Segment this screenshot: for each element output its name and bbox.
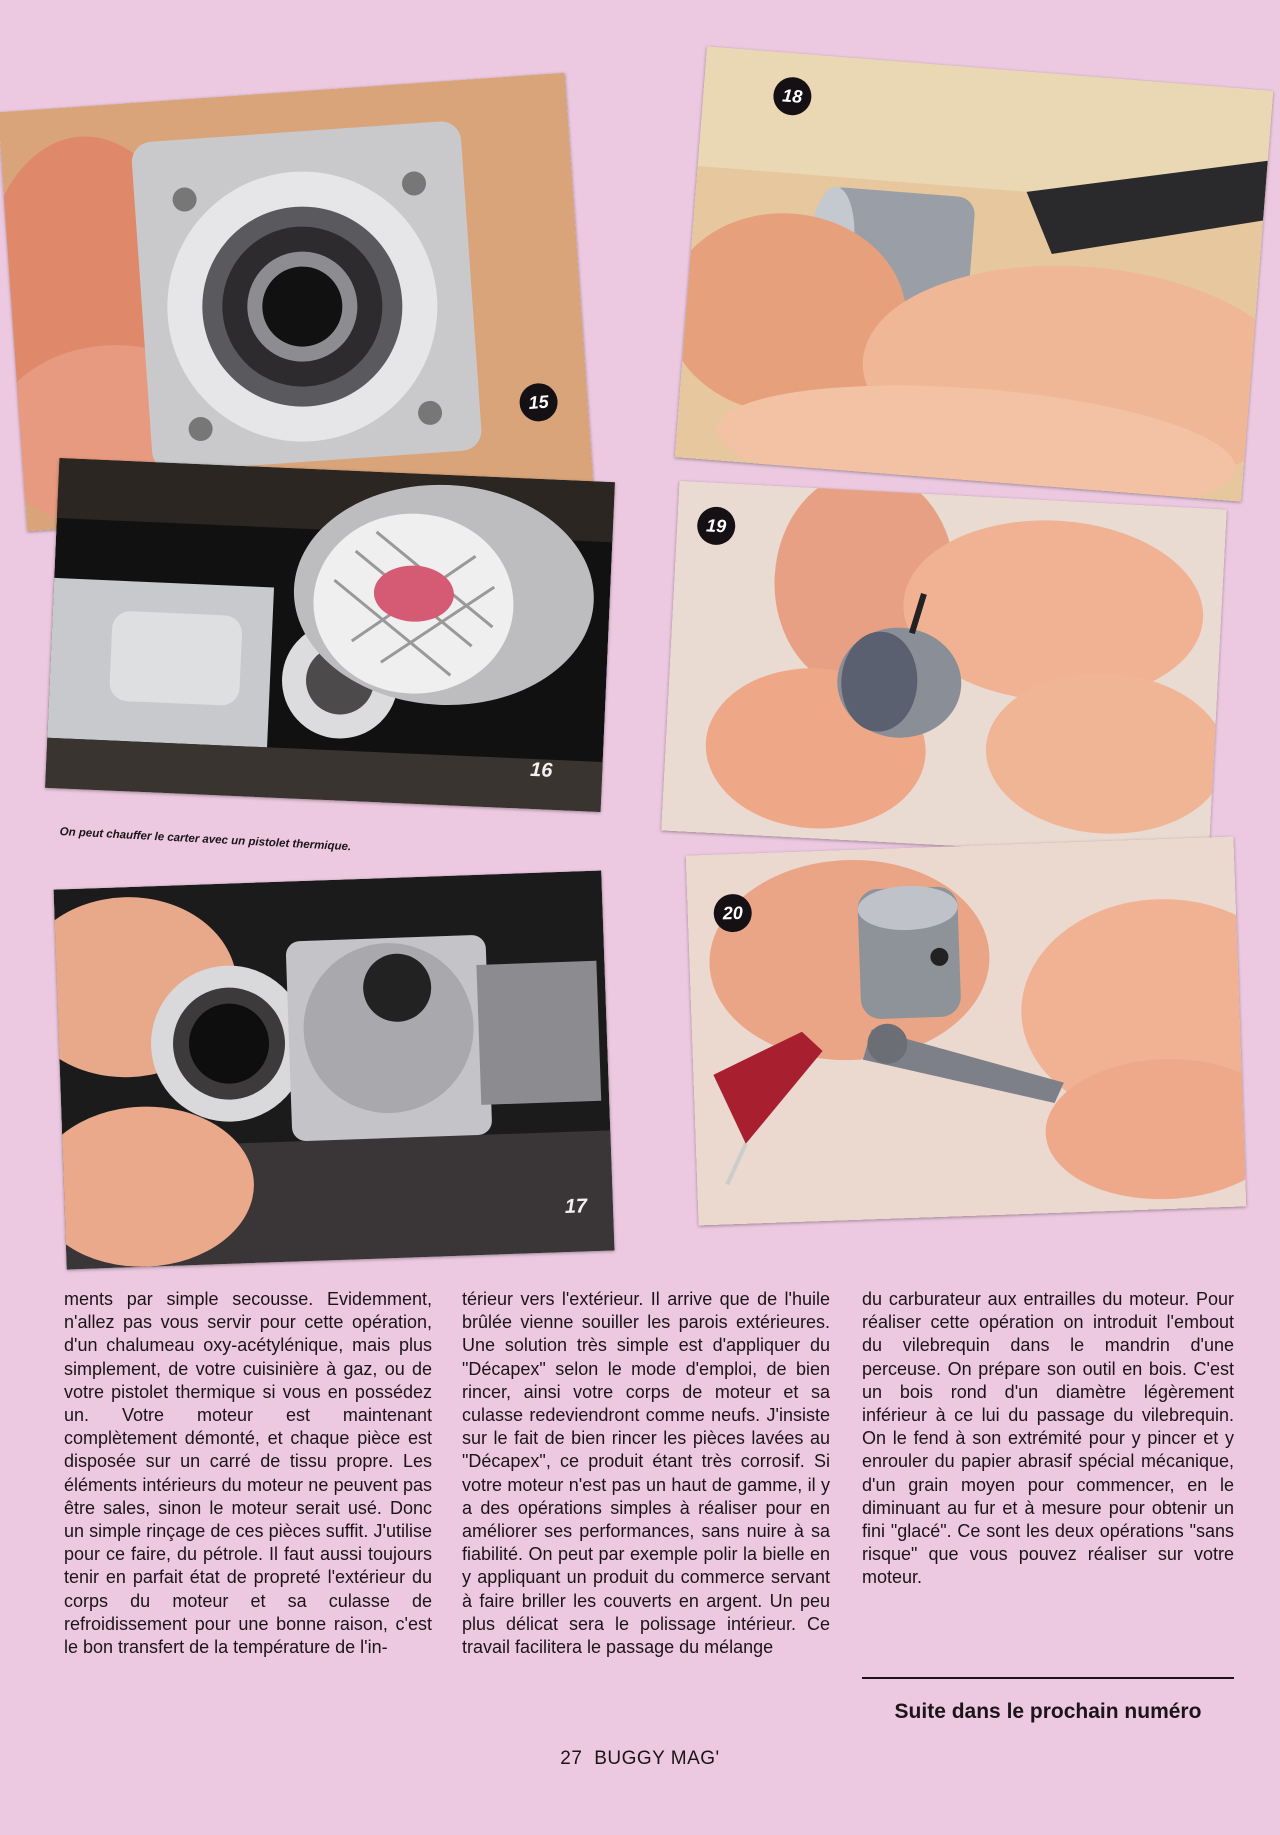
photo-18 [675, 46, 1274, 501]
photo-16 [45, 458, 615, 812]
photo-number-badge: 20 [713, 893, 752, 932]
photo-20 [686, 837, 1247, 1226]
text-column-1: ments par simple secousse. Evidemment, n'allez pas vous servir pour cette opération, d'un chalumeau oxy-acétylénique, mais plus simplement, de votre cuisinière à gaz, ou de votre pistolet thermique si vous en possédez un. Votre moteur est maintenant complètement démonté, et chaque pièce est disposée sur un carré de tissu propre. Les éléments intérieurs du moteur ne peuvent pas être sales, sinon le moteur serait usé. Donc un simple rinçage de ces pièces suffit. J'utilise pour ce faire, du pétrole. Il faut aussi toujours tenir en parfait état de propreté l'extérieur du corps du moteur et sa culasse de refroidissement pour une bonne raison, c'est le bon transfert de la température de l'in- [64, 1289, 432, 1658]
photo-17 [54, 871, 615, 1270]
text-column-2: térieur vers l'extérieur. Il arrive que de l'huile brûlée vienne souiller les parois extérieures. Une solution très simple est d'appliquer du "Décapex" selon le mode d'emploi, de bien rincer, ainsi votre corps de moteur et sa culasse redeviendront comme neufs. J'insiste sur le fait de bien rincer les pièces lavées au "Décapex", ce produit étant très corrosif. Si votre moteur n'est pas un haut de gamme, il y a des opérations simples à réaliser pour en améliorer ses performances, sans nuire à sa fiabilité. On peut par exemple polir la bielle en y appliquant un produit du commerce servant à faire briller les couverts en argent. Un peu plus délicat sera le polissage intérieur. Ce travail facilitera le passage du mélange [462, 1289, 830, 1658]
photo-number-label: 17 [564, 1195, 588, 1219]
photo-19 [661, 481, 1227, 859]
photo-caption: On peut chauffer le carter avec un pistolet thermique. [59, 826, 352, 854]
text-column-3: du carburateur aux entrailles du moteur. Pour réaliser cette opération on introduit l'embout du vilebrequin dans le mandrin d'une perceuse. On prépare son outil en bois. C'est un bois rond d'un diamètre légèrement inférieur à ce lui du passage du vilebrequin. On le fend à son extrémité pour y pincer et y enrouler du papier abrasif spécial mécanique, d'un grain moyen pour commencer, en le diminuant au fur et à mesure pour obtenir un fini "glacé". Ce sont les deux opérations "sans risque" que vous pouvez réaliser sur votre moteur. [862, 1289, 1234, 1588]
continued-note: Suite dans le prochain numéro [894, 1700, 1202, 1723]
divider-rule [862, 1677, 1234, 1679]
photo-number-badge: 18 [772, 76, 813, 117]
photo-number-badge: 19 [696, 506, 736, 546]
photo-number-badge: 15 [518, 382, 559, 423]
page-number: 27 [560, 1748, 583, 1769]
page-footer [0, 1748, 1280, 1770]
photo-number-label: 16 [529, 758, 553, 782]
magazine-name: BUGGY MAG' [594, 1748, 720, 1769]
